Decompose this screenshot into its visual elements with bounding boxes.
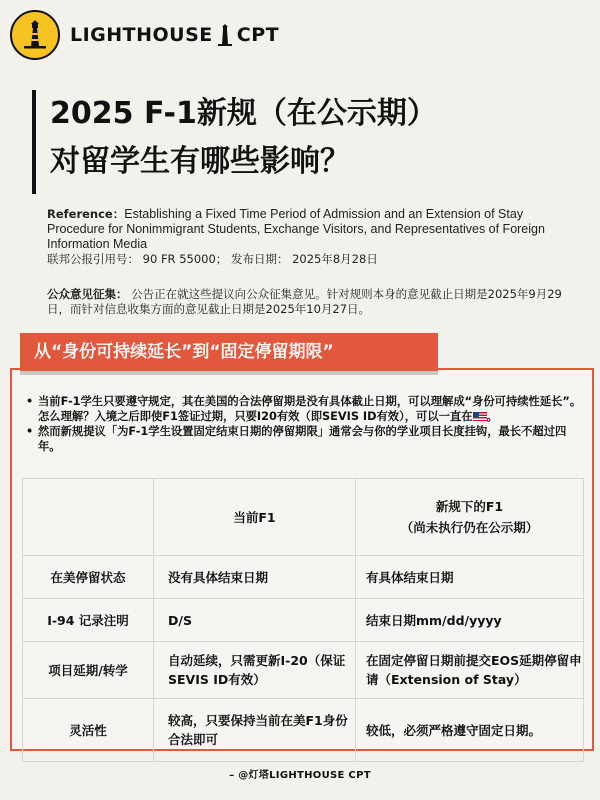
bullet-text-2: 然而新规提议「为F-1学生设置固定结束日期的停留期限」通常会与你的学业项目长度挂钩，最长不超过四年。 [38,425,567,453]
table-header-current: 当前F1 [154,479,356,556]
bullet-item [26,424,582,454]
footer-credit: – @灯塔LIGHTHOUSE CPT [229,770,371,781]
row-new: 有具体结束日期 [356,556,584,599]
table-header-empty [23,479,154,556]
row-label: 在美停留状态 [23,556,154,599]
reference-detail: 联邦公报引用号： 90 FR 55000； 发布日期： 2025年8月28日 [47,252,378,266]
bullet-item: • 当前F-1学生只要遵守规定，其在美国的合法停留期是没有具体截止日期，可以理解成“身份可持续性延长”。怎么理解？入境之后即使F1签证过期，只要I20有效（即SEVIS ID有效），可以一直在 。 [26,394,582,424]
table-row [23,599,584,642]
row-current: 自动延续，只需更新I-20（保证SEVIS ID有效） [154,642,356,699]
public-comment-block [47,287,567,317]
table-row [23,699,584,762]
comparison-card [10,368,594,751]
bullet-text-1: 当前F-1学生只要遵守规定，其在美国的合法停留期是没有具体截止日期，可以理解成“身份可持续性延长”。怎么理解？入境之后即使F1签证过期，只要I20有效（即SEVIS ID有效），可以一直在 [38,395,582,423]
public-comment-text: 公告正在就这些提议向公众征集意见。针对规则本身的意见截止日期是2025年9月29日，而针对信息收集方面的意见截止日期是2025年10月27日。 [47,287,562,316]
title-line-2: 对留学生有哪些影响？ [50,144,350,179]
us-flag-icon [473,412,487,421]
reference-block [47,207,567,267]
lighthouse-icon [18,18,52,52]
brand-header [10,10,279,60]
brand-wordmark: LIGHTHOUSE [70,24,213,46]
table-row [23,642,584,699]
public-comment-label: 公众意见征集： [47,287,128,301]
row-new: 结束日期mm/dd/yyyy [356,599,584,642]
row-label: 灵活性 [23,699,154,762]
table-header-new-title: 新规下的F1 [435,499,504,514]
lighthouse-small-icon [217,24,233,46]
table-header-new-note: （尚未执行仍在公示期） [400,520,539,535]
table-header-new [356,479,584,556]
section-banner: 从“身份可持续延长”到“固定停留期限” [20,333,438,371]
bullet-list [26,394,582,454]
brand-name [70,24,279,46]
row-label: I-94 记录注明 [23,599,154,642]
comparison-table [22,478,584,762]
row-current: D/S [154,599,356,642]
title-line-1: 2025 F-1新规（在公示期） [50,96,437,131]
page-title [32,90,437,194]
row-new: 较低，必须严格遵守固定日期。 [356,699,584,762]
brand-suffix: CPT [236,24,280,46]
row-current: 较高，只要保持当前在美F1身份合法即可 [154,699,356,762]
row-label: 项目延期/转学 [23,642,154,699]
lighthouse-logo-badge [10,10,60,60]
row-new: 在固定停留日期前提交EOS延期停留申请（Extension of Stay） [356,642,584,699]
reference-label: Reference： [47,207,125,221]
reference-citation: Establishing a Fixed Time Period of Admission and an Extension of Stay Procedure for Nonimmigrant Students, Exchange Visitors, and Representatives of Foreign Information Media [47,207,545,251]
table-row [23,556,584,599]
row-current: 没有具体结束日期 [154,556,356,599]
